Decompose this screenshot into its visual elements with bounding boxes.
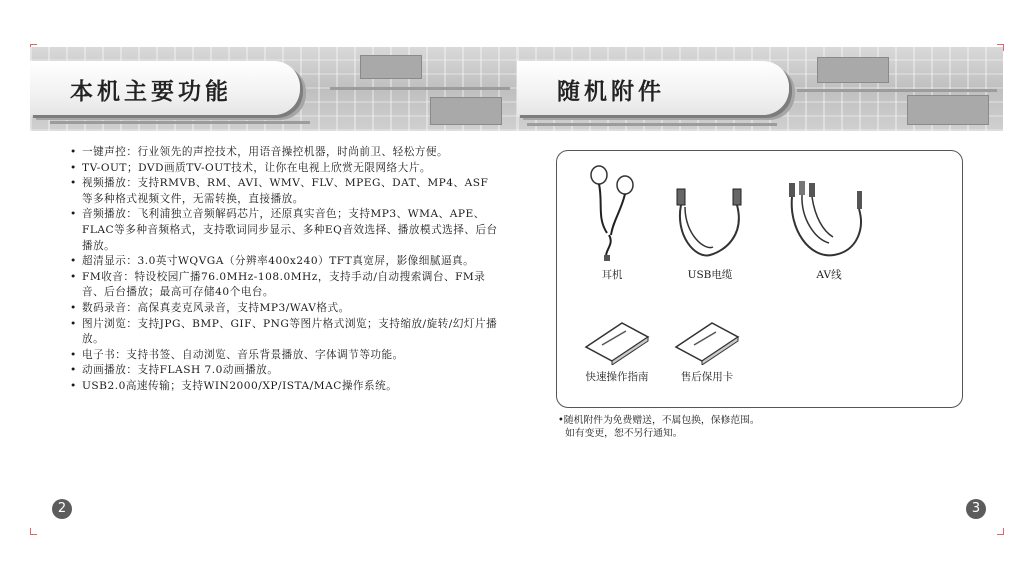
feature-list bbox=[68, 145, 498, 395]
crop-mark bbox=[997, 528, 1004, 535]
left-header-banner bbox=[30, 47, 517, 131]
accessory-warranty-card bbox=[667, 319, 747, 384]
circuit-trace bbox=[330, 87, 510, 90]
feature-item: • TV-OUT；DVD画质TV-OUT技术，让你在电视上欣赏无限网络大片。 bbox=[68, 161, 498, 177]
quick-guide-icon bbox=[582, 319, 652, 365]
accessory-usb-cable bbox=[665, 185, 755, 282]
circuit-trace bbox=[527, 123, 777, 126]
av-cable-icon bbox=[779, 179, 879, 263]
accessory-label: USB电缆 bbox=[687, 269, 733, 281]
feature-item: • 图片浏览：支持JPG、BMP、GIF、PNG等图片格式浏览；支持缩放/旋转/幻灯片播放。 bbox=[68, 317, 498, 348]
page-number: 2 bbox=[52, 499, 72, 519]
circuit-trace bbox=[50, 121, 310, 124]
crop-mark bbox=[30, 528, 37, 535]
feature-item: • 数码录音：高保真麦克风录音，支持MP3/WAV格式。 bbox=[68, 301, 498, 317]
accessory-label: 耳机 bbox=[601, 269, 623, 281]
note-line: •随机附件为免费赠送，不属包换，保修范围。 bbox=[558, 415, 760, 426]
circuit-chip bbox=[817, 57, 889, 83]
accessory-av-cable bbox=[779, 179, 879, 282]
page-title: 本机主要功能 bbox=[70, 79, 232, 105]
warranty-card-icon bbox=[672, 319, 742, 365]
feature-item: • FM收音：特设校园广播76.0MHz-108.0MHz，支持手动/自动搜索调台、FM录音、后台播放；最高可存储40个电台。 bbox=[68, 270, 498, 301]
circuit-chip bbox=[907, 95, 989, 125]
page-number: 3 bbox=[966, 499, 986, 519]
note-line: 如有变更，恕不另行通知。 bbox=[565, 428, 683, 439]
title-tab bbox=[30, 61, 300, 115]
feature-item: • 电子书：支持书签、自动浏览、音乐背景播放、字体调节等功能。 bbox=[68, 348, 498, 364]
feature-item: • 动画播放：支持FLASH 7.0动画播放。 bbox=[68, 363, 498, 379]
accessories-box bbox=[556, 150, 963, 408]
feature-item: • 超清显示：3.0英寸WQVGA（分辨率400x240）TFT真宽屏，影像细腻逼真。 bbox=[68, 254, 498, 270]
feature-item: • 视频播放：支持RMVB、RM、AVI、WMV、FLV、MPEG、DAT、MP4、ASF等多种格式视频文件，无需转换，直接播放。 bbox=[68, 176, 498, 207]
earphones-icon bbox=[577, 163, 647, 263]
accessory-label: 售后保用卡 bbox=[680, 371, 734, 383]
page-title: 随机附件 bbox=[557, 79, 665, 105]
circuit-trace bbox=[797, 89, 997, 92]
feature-item: • 音频播放：飞利浦独立音频解码芯片，还原真实音色；支持MP3、WMA、APE、FLAC等多种音频格式，支持歌词同步显示、多种EQ音效选择、播放模式选择、后台播放。 bbox=[68, 207, 498, 254]
right-header-banner bbox=[517, 47, 1003, 131]
feature-item: • 一键声控：行业领先的声控技术，用语音操控机器，时尚前卫、轻松方便。 bbox=[68, 145, 498, 161]
accessory-label: 快速操作指南 bbox=[585, 371, 649, 383]
accessory-quick-guide bbox=[572, 319, 662, 384]
accessory-label: AV线 bbox=[816, 269, 842, 281]
usb-cable-icon bbox=[665, 185, 755, 263]
accessories-note bbox=[558, 414, 760, 440]
circuit-chip bbox=[430, 97, 502, 125]
circuit-chip bbox=[360, 55, 422, 79]
accessory-earphones bbox=[577, 163, 647, 282]
feature-item: • USB2.0高速传输；支持WIN2000/XP/ISTA/MAC操作系统。 bbox=[68, 379, 498, 395]
title-tab bbox=[517, 61, 789, 115]
